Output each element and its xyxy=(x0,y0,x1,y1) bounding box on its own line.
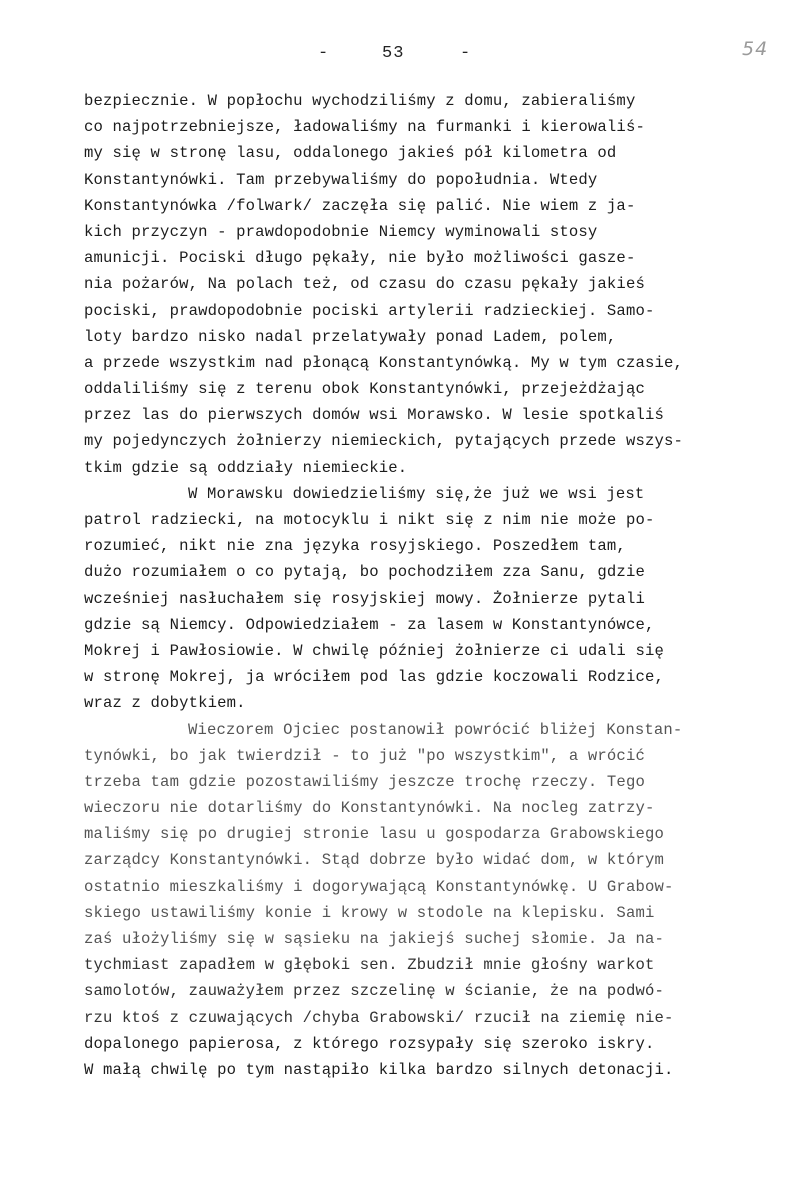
header-dash-right: - xyxy=(460,44,472,63)
text-line: samolotów, zauważyłem przez szczelinę w ścianie, że na podwó- xyxy=(84,982,664,1001)
text-line: ostatnio mieszkaliśmy i dogorywającą Konstantynówkę. U Grabow- xyxy=(84,877,674,896)
text-line: Mokrej i Pawłosiowie. W chwilę później żołnierze ci udali się xyxy=(84,641,664,660)
text-line: a przede wszystkim nad płonącą Konstantynówką. My w tym czasie, xyxy=(84,353,683,372)
archive-page-number: 54 xyxy=(742,38,769,60)
text-line: Konstantynówki. Tam przebywaliśmy do popołudnia. Wtedy xyxy=(84,170,598,189)
text-line: co najpotrzebniejsze, ładowaliśmy na furmanki i kierowaliś- xyxy=(84,118,645,137)
text-line: loty bardzo nisko nadal przelatywały ponad Ladem, polem, xyxy=(84,327,617,346)
text-line: patrol radziecki, na motocyklu i nikt się z nim nie może po- xyxy=(84,511,655,529)
text-line: Wieczorem Ojciec postanowił powrócić bliżej Konstan- xyxy=(188,720,683,739)
text-line: kich przyczyn - prawdopodobnie Niemcy wyminowali stosy xyxy=(84,222,598,241)
text-line: skiego ustawiliśmy konie i krowy w stodole na klepisku. Sami xyxy=(84,903,655,922)
text-line: tkim gdzie są oddziały niemieckie. xyxy=(84,458,408,477)
text-line: w stronę Mokrej, ja wróciłem pod las gdzie koczowali Rodzice, xyxy=(84,668,664,687)
text-line: wcześniej nasłuchałem się rosyjskiej mowy. Żołnierze pytali xyxy=(84,589,645,608)
text-line: rzu ktoś z czuwających /chyba Grabowski/ rzucił na ziemię nie- xyxy=(84,1008,674,1027)
text-line: przez las do pierwszych domów wsi Morawsko. W lesie spotkaliś xyxy=(84,406,664,425)
text-line: my pojedynczych żołnierzy niemieckich, pytających przede wszys- xyxy=(84,432,683,451)
text-line: rozumieć, nikt nie zna języka rosyjskiego. Poszedłem tam, xyxy=(84,537,626,556)
header-dash-left: - xyxy=(318,44,330,63)
text-line: gdzie są Niemcy. Odpowiedziałem - za lasem w Konstantynówce, xyxy=(84,615,655,634)
text-line: bezpiecznie. W popłochu wychodziliśmy z domu, zabieraliśmy xyxy=(84,92,636,110)
text-line: wieczoru nie dotarliśmy do Konstantynówki. Na nocleg zatrzy- xyxy=(84,799,655,818)
text-line: trzeba tam gdzie pozostawiliśmy jeszcze trochę rzeczy. Tego xyxy=(84,772,645,791)
text-line: dużo rozumiałem o co pytają, bo pochodziłem zza Sanu, gdzie xyxy=(84,563,645,582)
page-number: 53 xyxy=(382,44,405,63)
text-line: tychmiast zapadłem w głęboki sen. Zbudził mnie głośny warkot xyxy=(84,956,655,975)
text-line: wraz z dobytkiem. xyxy=(84,694,246,713)
text-line: my się w stronę lasu, oddalonego jakieś pół kilometra od xyxy=(84,144,617,163)
typed-text-body xyxy=(84,88,774,1083)
text-line: zaś ułożyliśmy się w sąsieku na jakiejś suchej słomie. Ja na- xyxy=(84,930,664,948)
text-line: dopalonego papierosa, z którego rozsypały się szeroko iskry. xyxy=(84,1034,655,1053)
text-line: tynówki, bo jak twierdził - to już "po wszystkim", a wrócić xyxy=(84,746,645,765)
text-line: Konstantynówka /folwark/ zaczęła się palić. Nie wiem z ja- xyxy=(84,196,636,215)
text-line: maliśmy się po drugiej stronie lasu u gospodarza Grabowskiego xyxy=(84,825,664,844)
text-line: pociski, prawdopodobnie pociski artylerii radzieckiej. Samo- xyxy=(84,301,655,320)
text-line: oddaliliśmy się z terenu obok Konstantynówki, przejeżdżając xyxy=(84,380,645,399)
text-line: nia pożarów, Na polach też, od czasu do czasu pękały jakieś xyxy=(84,275,645,294)
text-line: amunicji. Pociski długo pękały, nie było możliwości gasze- xyxy=(84,249,636,268)
text-line: W Morawsku dowiedzieliśmy się,że już we wsi jest xyxy=(188,484,645,503)
text-line: zarządcy Konstantynówki. Stąd dobrze było widać dom, w którym xyxy=(84,851,664,870)
text-line: W małą chwilę po tym nastąpiło kilka bardzo silnych detonacji. xyxy=(84,1060,674,1079)
